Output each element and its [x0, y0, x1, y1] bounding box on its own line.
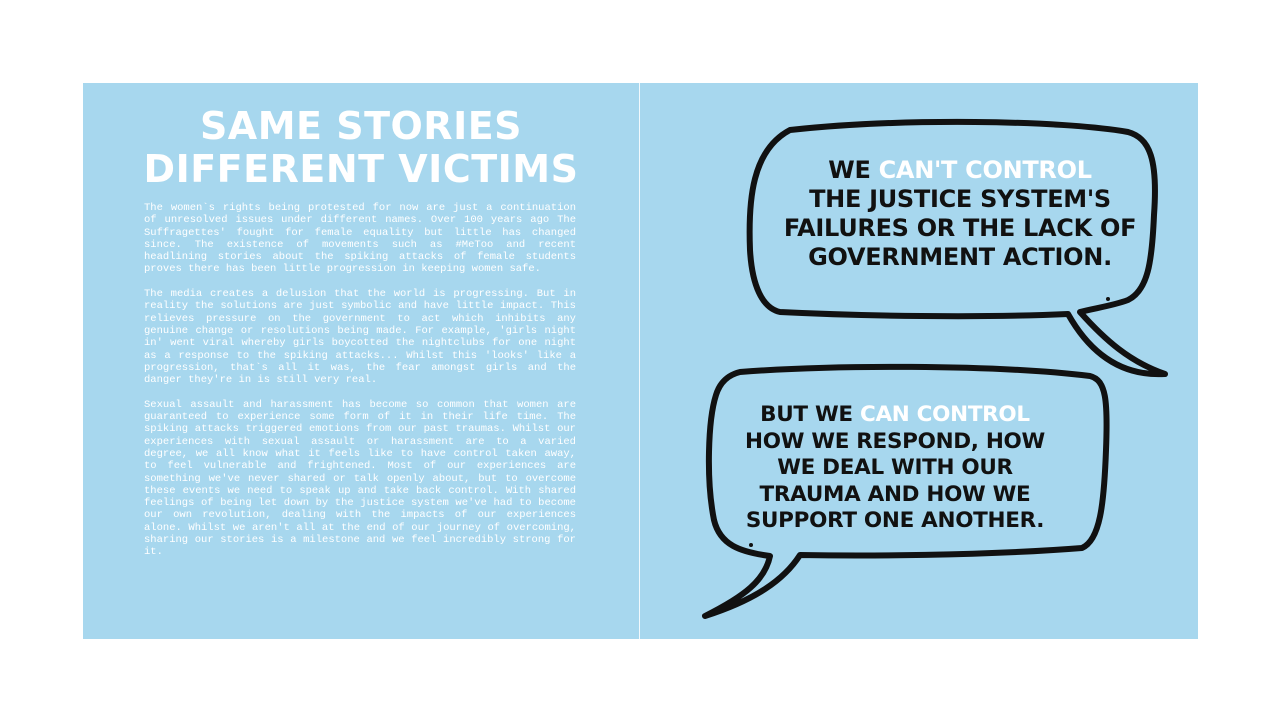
- bubble-bottom-line-1: [725, 402, 1065, 429]
- bubble-bottom-line-3: WE DEAL WITH OUR: [777, 455, 1013, 480]
- bubble-top-line-2: THE JUSTICE SYSTEM'S: [809, 185, 1111, 213]
- headline-line-2: DIFFERENT VICTIMS: [143, 147, 579, 191]
- bubble-bottom-line-1-start: BUT WE: [760, 402, 860, 427]
- bubble-top-line-1: [760, 156, 1160, 185]
- bubble-top-line-3: FAILURES OR THE LACK OF: [783, 214, 1137, 242]
- speech-bubble-top-dot: [1106, 297, 1110, 301]
- bubble-top-highlight: CAN'T CONTROL: [878, 156, 1092, 184]
- bubble-bottom-line-4: TRAUMA AND HOW WE: [759, 481, 1031, 507]
- bubble-bottom-line-5: SUPPORT ONE ANOTHER.: [745, 508, 1045, 533]
- bubble-top-line-1-start: WE: [828, 156, 879, 184]
- bubble-top-line-4: GOVERNMENT ACTION.: [808, 243, 1112, 271]
- article-paragraph-2: The media creates a delusion that the world is progressing. But in reality the solutions are just symbolic and have little impact. This relieves pressure on the government to act which inhibits any genuine change or resolutions being made. For example, 'girls night in' went viral whereby girls boycotted the nightclubs for one night as a response to the spiking attacks... Whilst this 'looks' like a progression, that`s all it was, the fear amongst girls and the danger they're in is still very real.: [144, 288, 576, 387]
- bubble-bottom-line-2: HOW WE RESPOND, HOW: [745, 428, 1045, 454]
- speech-bubble-bottom-text: [725, 402, 1065, 535]
- speech-bubble-top-text: [760, 156, 1160, 272]
- bubble-bottom-highlight: CAN CONTROL: [859, 402, 1030, 427]
- article-paragraph-3: Sexual assault and harassment has become so common that women are guaranteed to experience some form of it in their life time. The spiking attacks triggered emotions from our past traumas. Whilst our experiences with sexual assault or harassment are to a varied degree, we all know what it feels like to have control taken away, to feel vulnerable and frightened. Most of our experiences are something we've never shared or talk openly about, but to overcome these events we need to speak up and take back control. With shared feelings of being let down by the justice system we've had to become our own revolution, dealing with the impacts of our experiences alone. Whilst we aren't all at the end of our journey of overcoming, sharing our stories is a milestone and we feel incredibly strong for it.: [144, 398, 576, 559]
- speech-bubble-bottom-dot: [749, 543, 753, 547]
- headline-line-1: SAME STORIES: [199, 104, 523, 148]
- article-paragraph-1: The women`s rights being protested for now are just a continuation of unresolved issues under different names. Over 100 years ago The Suffragettes' fought for female equality but little has changed since. The existence of movements such as #MeToo and recent headlining stories about the spiking attacks of female students proves there has been little progression in keeping women safe.: [144, 202, 576, 276]
